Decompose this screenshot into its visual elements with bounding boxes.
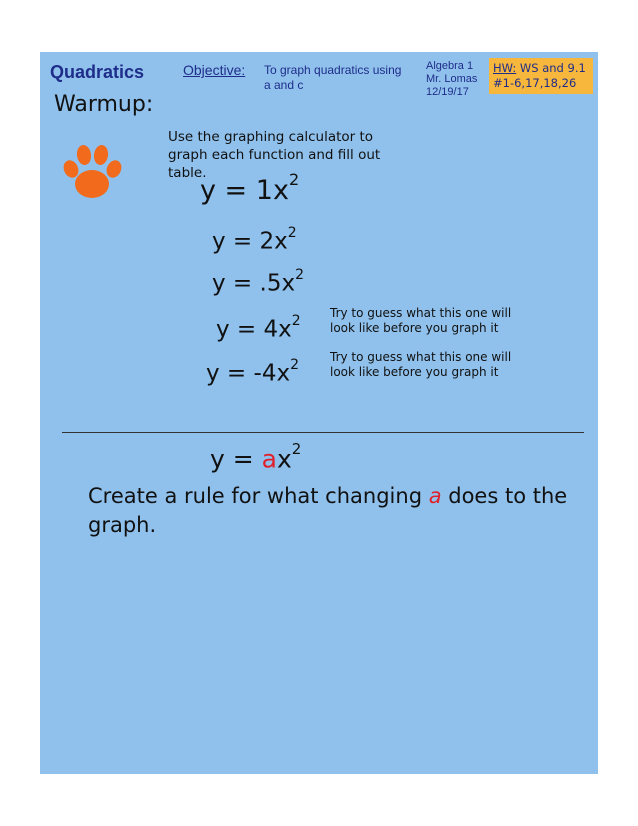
coefficient-a: a: [261, 444, 277, 474]
objective-label: Objective:: [183, 62, 246, 78]
equation-lhs: y =: [212, 228, 260, 255]
teacher-name: Mr. Lomas: [426, 73, 478, 85]
instructions-line-3: table.: [168, 165, 207, 181]
equation-5-note: [330, 350, 511, 380]
warmup-heading: Warmup:: [54, 92, 154, 117]
equation-2: [212, 222, 297, 256]
equation-term: -4x: [253, 360, 291, 387]
equation-term: .5x: [259, 270, 296, 297]
homework-assignment: WS and 9.1: [516, 61, 586, 75]
general-equation: [210, 440, 302, 474]
equation-exponent: 2: [288, 170, 300, 189]
equation-lhs: y =: [216, 316, 264, 343]
general-equation-x: x: [276, 444, 292, 474]
page-title: Quadratics: [50, 62, 145, 82]
instructions-line-2: graph each function and fill out: [168, 147, 381, 163]
homework-line-1: [493, 61, 593, 76]
general-equation-lhs: y =: [210, 444, 262, 474]
objective-text: [264, 63, 401, 93]
section-divider: [62, 432, 584, 433]
objective-line-1: To graph quadratics using: [264, 63, 402, 77]
equation-1: [200, 170, 299, 205]
course-info: [426, 60, 477, 99]
equation-exponent: 2: [291, 313, 301, 329]
equation-term: 2x: [259, 228, 288, 255]
note-line-2: look like before you graph it: [330, 365, 499, 379]
equation-term: 4x: [263, 316, 292, 343]
note-line-1: Try to guess what this one will: [330, 350, 512, 364]
equation-5: [206, 354, 299, 388]
slide: [40, 52, 598, 774]
equation-lhs: y =: [212, 270, 260, 297]
note-line-2: look like before you graph it: [330, 321, 499, 335]
equation-4: [216, 310, 301, 344]
lesson-date: 12/19/17: [426, 86, 469, 98]
general-equation-exponent: 2: [291, 440, 302, 458]
instructions-line-1: Use the graphing calculator to: [168, 129, 374, 145]
course-name: Algebra 1: [426, 60, 474, 72]
equation-exponent: 2: [295, 267, 304, 283]
rule-prompt: [88, 482, 568, 540]
equation-4-note: [330, 306, 511, 336]
equation-lhs: y =: [206, 360, 254, 387]
equation-lhs: y =: [200, 175, 256, 206]
homework-line-2: #1-6,17,18,26: [493, 76, 577, 90]
rule-text-a: a: [428, 484, 442, 508]
rule-text-before: Create a rule for what changing: [88, 484, 429, 508]
note-line-1: Try to guess what this one will: [330, 306, 512, 320]
rule-text-after: does to the graph.: [88, 484, 568, 537]
equation-exponent: 2: [290, 357, 299, 373]
equation-3: [212, 264, 304, 298]
equation-term: 1x: [255, 175, 289, 206]
homework-box: [489, 58, 593, 94]
homework-label: HW:: [493, 61, 517, 75]
objective-line-2: a and c: [264, 78, 304, 92]
tiger-paw-icon: [62, 144, 122, 202]
equation-exponent: 2: [287, 225, 297, 241]
